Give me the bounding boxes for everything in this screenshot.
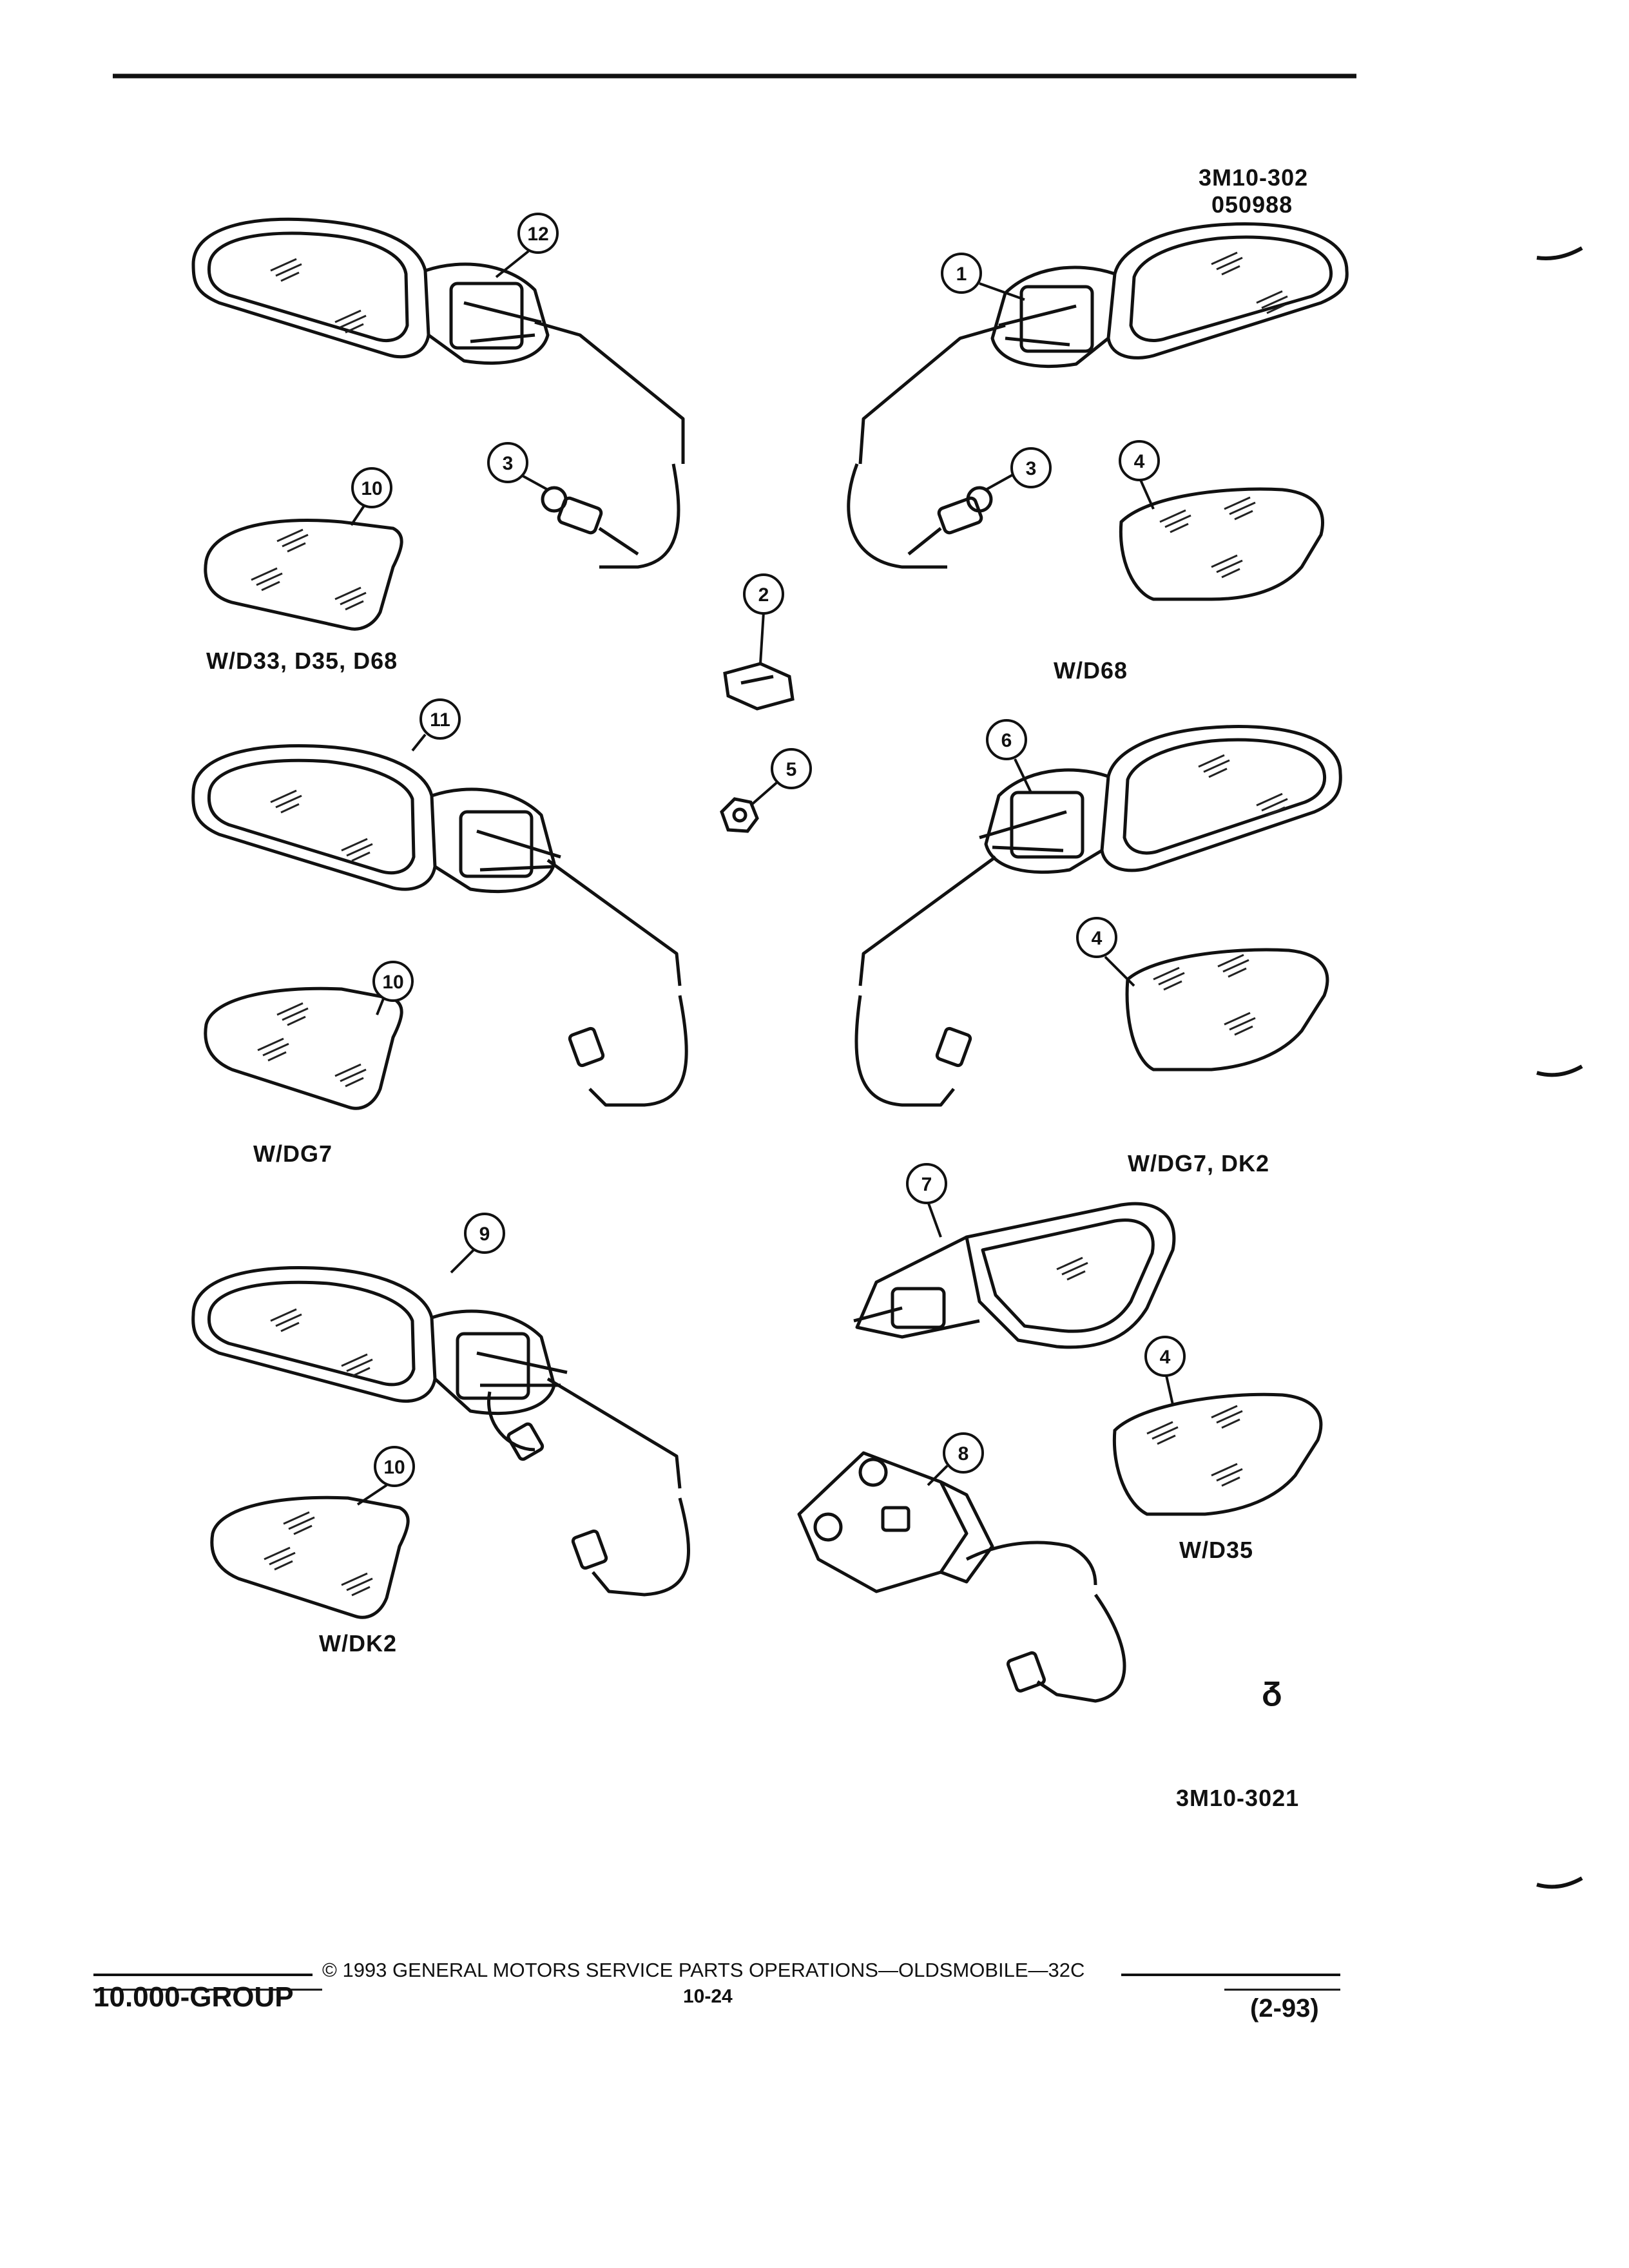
- svg-text:4: 4: [1159, 1347, 1171, 1368]
- svg-text:5: 5: [786, 759, 797, 780]
- variant-label-top-right: W/D68: [1054, 657, 1128, 684]
- variant-label-mid-right: W/DG7, DK2: [1128, 1150, 1270, 1177]
- mirror-assembly-9: [193, 1268, 689, 1595]
- svg-text:10: 10: [383, 1457, 405, 1478]
- connector-3-right: [909, 488, 991, 554]
- callout-2: [744, 575, 783, 664]
- variant-label-bottom-right: W/D35: [1179, 1537, 1254, 1563]
- footer-page: 10-24: [683, 1986, 733, 2007]
- ref-date: 050988: [1211, 191, 1293, 218]
- connector-3-left: [543, 488, 638, 554]
- callout-4-bottom: [1146, 1337, 1184, 1405]
- glass-10-middle: [206, 988, 401, 1108]
- svg-text:2: 2: [758, 584, 769, 606]
- callout-9: [451, 1214, 504, 1273]
- callout-3-right: [986, 448, 1050, 490]
- mirror-assembly-11: [193, 746, 687, 1105]
- variant-label-top-left: W/D33, D35, D68: [206, 648, 398, 674]
- svg-text:11: 11: [430, 709, 450, 731]
- mirror-assembly-7: [854, 1204, 1174, 1347]
- mirror-assembly-12: [193, 219, 683, 567]
- svg-text:4: 4: [1091, 928, 1103, 949]
- mirror-assembly-6: [856, 727, 1340, 1105]
- svg-text:7: 7: [921, 1174, 932, 1195]
- svg-text:8: 8: [958, 1443, 969, 1465]
- callout-10-top: [351, 468, 391, 525]
- callout-12: [496, 214, 557, 277]
- binding-marks: [1537, 248, 1582, 1887]
- svg-text:12: 12: [527, 224, 549, 245]
- svg-text:1: 1: [956, 264, 967, 285]
- variant-label-mid-left: W/DG7: [253, 1140, 333, 1167]
- svg-text:6: 6: [1001, 730, 1012, 751]
- svg-text:3: 3: [1025, 458, 1037, 479]
- callout-3-left: [488, 443, 548, 490]
- svg-text:9: 9: [479, 1224, 490, 1245]
- callout-6: [987, 720, 1031, 793]
- svg-text:10: 10: [382, 972, 404, 993]
- glass-10-top: [206, 521, 401, 629]
- ref-code: 3M10-302: [1199, 164, 1309, 191]
- callout-4-top: [1120, 441, 1159, 509]
- footer-group: 10.000-GROUP: [93, 1981, 294, 2013]
- motor-8: [799, 1453, 1124, 1701]
- glass-4-middle: [1127, 950, 1327, 1070]
- variant-label-bottom-left: W/DK2: [319, 1630, 397, 1657]
- svg-text:3: 3: [502, 453, 514, 474]
- callout-11: [412, 700, 459, 751]
- callout-10-bottom: [358, 1447, 414, 1504]
- callout-10-middle: [374, 962, 412, 1015]
- glass-10-bottom: [212, 1497, 408, 1617]
- callout-4-middle: [1077, 918, 1134, 986]
- glass-4-bottom: [1114, 1394, 1321, 1514]
- callout-1: [942, 254, 1025, 300]
- clip-2: [725, 664, 793, 709]
- footer-copyright: © 1993 GENERAL MOTORS SERVICE PARTS OPERATIONS—OLDSMOBILE—32C: [322, 1959, 1085, 1981]
- figure-code: 3M10-3021: [1176, 1785, 1300, 1811]
- svg-text:4: 4: [1133, 451, 1145, 472]
- footer-revision: (2-93): [1250, 1994, 1319, 2023]
- svg-text:10: 10: [361, 478, 383, 499]
- callout-5: [751, 749, 811, 805]
- callout-7: [907, 1164, 946, 1237]
- approval-mark: ᵹ: [1262, 1669, 1283, 1707]
- mirror-assembly-1: [849, 224, 1347, 567]
- callout-8: [928, 1434, 983, 1485]
